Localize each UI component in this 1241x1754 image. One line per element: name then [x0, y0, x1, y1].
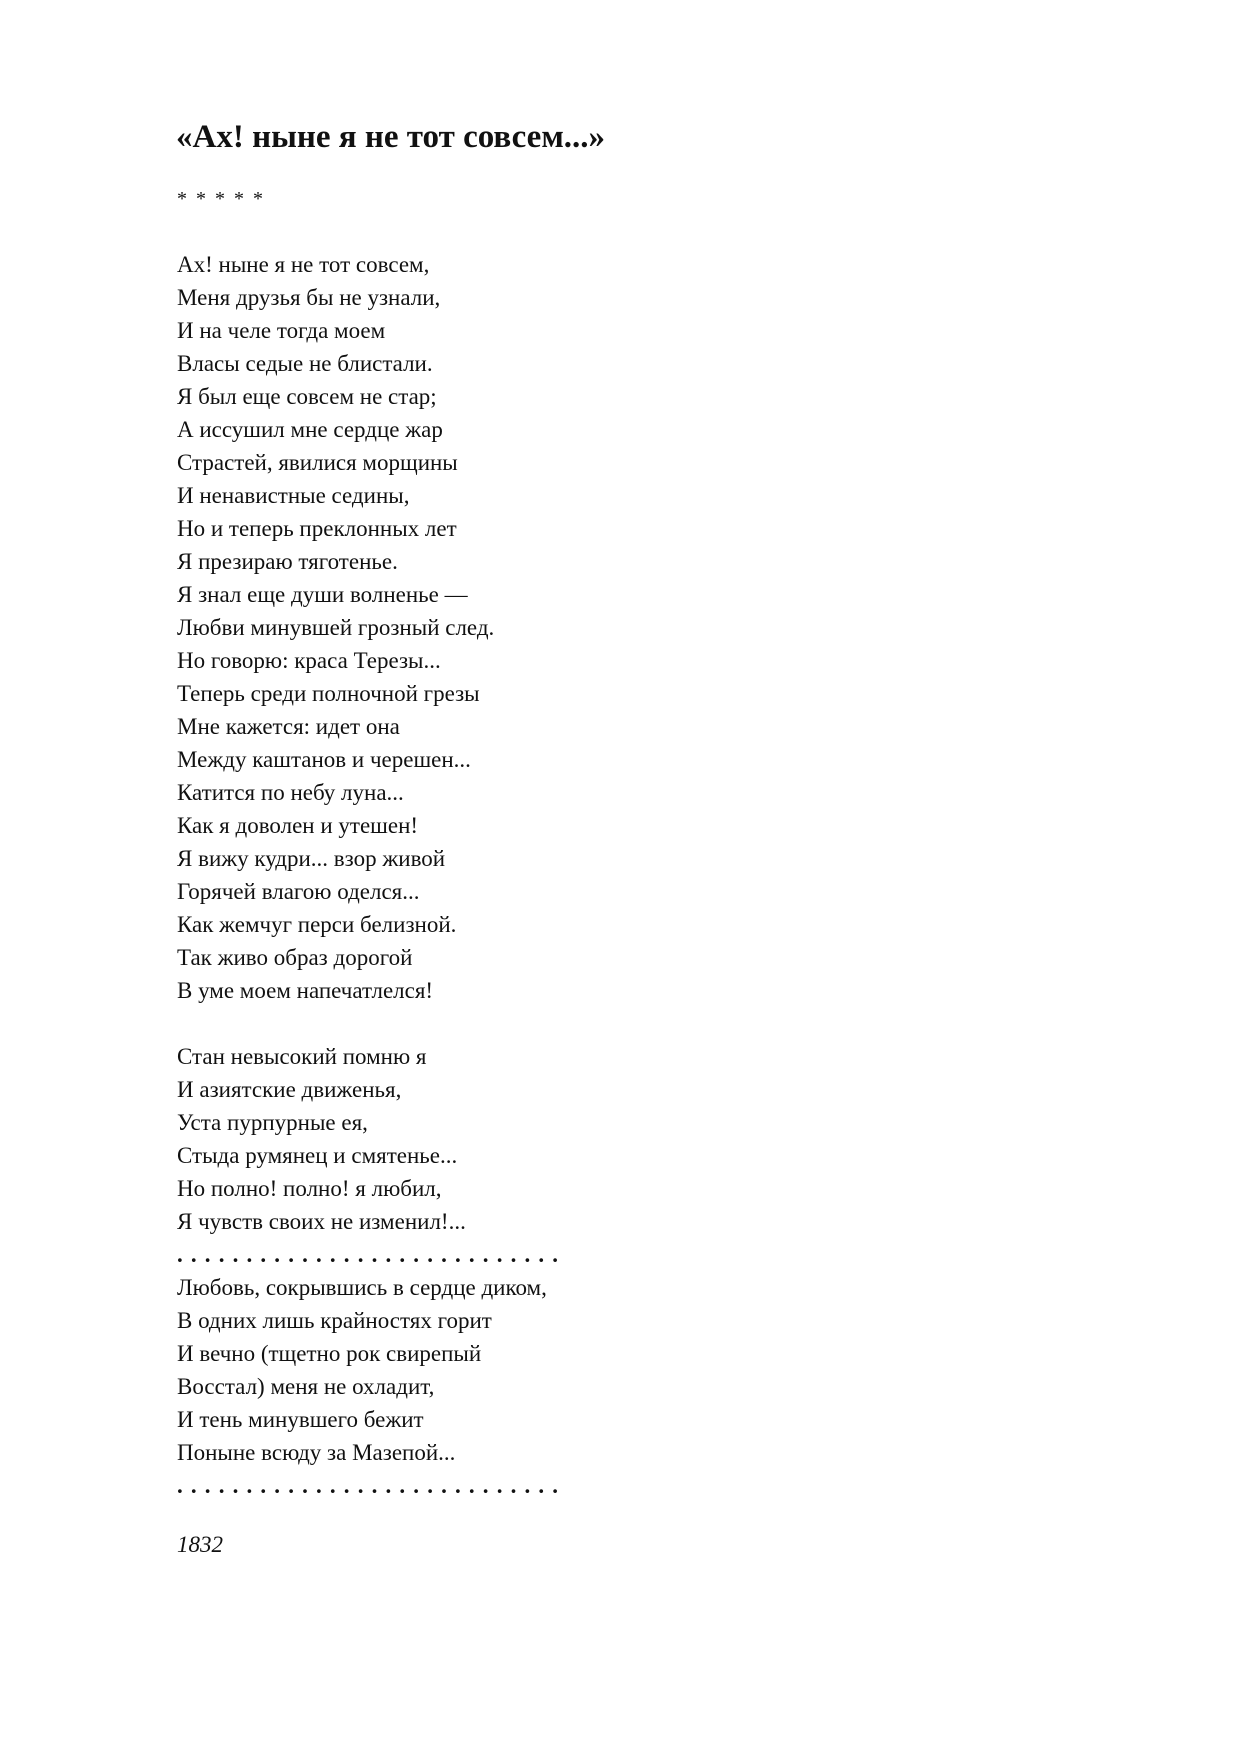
poem-line: Страстей, явилися морщины	[177, 450, 458, 475]
poem-line: Стан невысокий помню я	[177, 1044, 427, 1069]
poem-line: Любви минувшей грозный след.	[177, 615, 495, 640]
poem-line: Мне кажется: идет она	[177, 714, 400, 739]
poem-line: И ненавистные седины,	[177, 483, 410, 508]
poem-line: И вечно (тщетно рок свирепый	[177, 1341, 482, 1366]
omission-dots: . . . . . . . . . . . . . . . . . . . . . . . . . . . .	[177, 1473, 560, 1498]
poem-line: Но и теперь преклонных лет	[177, 516, 457, 541]
poem-line: И на челе тогда моем	[177, 318, 386, 343]
poem-line: Как жемчуг перси белизной.	[177, 912, 457, 937]
poem-line: Я был еще совсем не стар;	[177, 384, 437, 409]
poem-title: «Ах! ныне я не тот совсем...»	[176, 119, 606, 155]
poem-line: Как я доволен и утешен!	[177, 813, 419, 838]
poem-line: Я презираю тяготенье.	[177, 549, 398, 574]
poem-line: Поныне всюду за Мазепой...	[177, 1440, 456, 1465]
poem-line: Теперь среди полночной грезы	[177, 681, 480, 706]
poem-line: И азиятские движенья,	[177, 1077, 402, 1102]
poem-line: Катится по небу луна...	[177, 780, 404, 805]
poem-line: Меня друзья бы не узнали,	[177, 285, 441, 310]
poem-line: Ах! ныне я не тот совсем,	[177, 252, 430, 277]
poem-line: Уста пурпурные ея,	[177, 1110, 368, 1135]
section-mark: * * * * *	[177, 188, 265, 210]
poem-line: Так живо образ дорогой	[177, 945, 413, 970]
poem-body	[177, 248, 559, 1502]
poem-line: Горячей влагою оделся...	[177, 879, 420, 904]
poem-line: И тень минувшего бежит	[177, 1407, 424, 1432]
poem-line: Стыда румянец и смятенье...	[177, 1143, 458, 1168]
stanza-break	[177, 1007, 559, 1040]
poem-line: В уме моем напечатлелся!	[177, 978, 434, 1003]
poem-line: В одних лишь крайностях горит	[177, 1308, 492, 1333]
poem-line: Но говорю: краса Терезы...	[177, 648, 441, 673]
poem-line: Но полно! полно! я любил,	[177, 1176, 442, 1201]
omission-dots: . . . . . . . . . . . . . . . . . . . . . . . . . . . .	[177, 1242, 560, 1267]
poem-line: Восстал) меня не охладит,	[177, 1374, 435, 1399]
poem-line: Между каштанов и черешен...	[177, 747, 471, 772]
poem-line: Власы седые не блистали.	[177, 351, 433, 376]
poem-line: А иссушил мне сердце жар	[177, 417, 443, 442]
poem-line: Любовь, сокрывшись в сердце диком,	[177, 1275, 547, 1300]
poem-line: Я чувств своих не изменил!...	[177, 1209, 466, 1234]
poem-year: 1832	[177, 1532, 223, 1557]
poem-line: Я знал еще души волненье —	[177, 582, 468, 607]
poem-line: Я вижу кудри... взор живой	[177, 846, 446, 871]
